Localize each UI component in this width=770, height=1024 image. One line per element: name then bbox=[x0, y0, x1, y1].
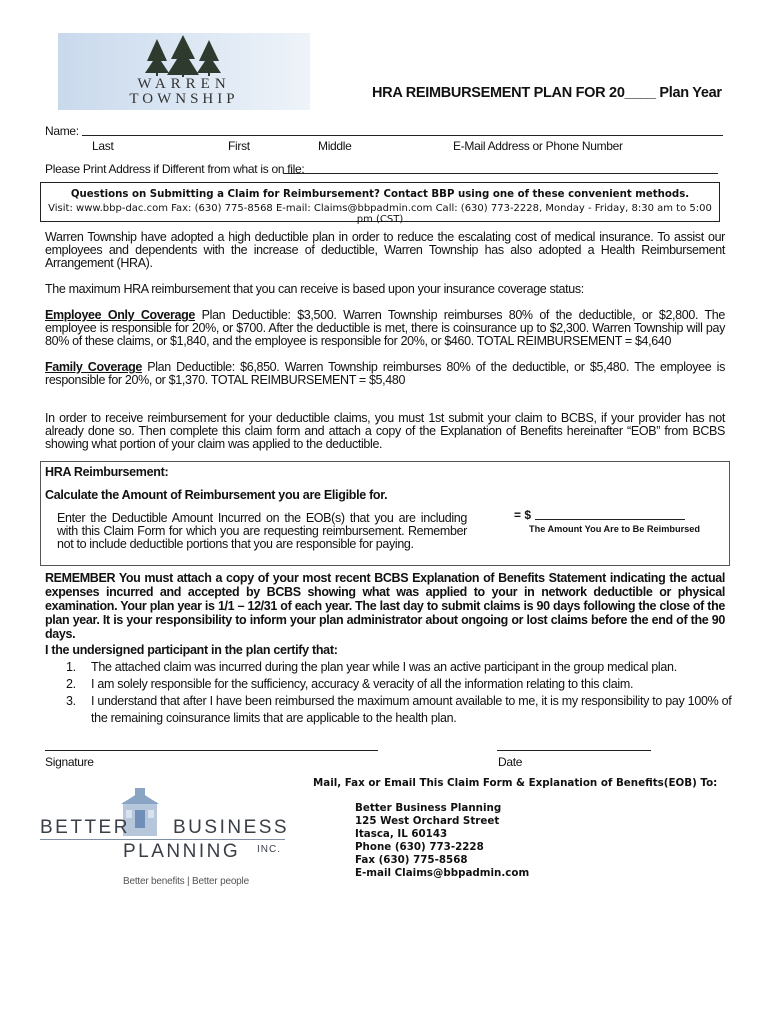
certify-heading: I the undersigned participant in the plan certify that: bbox=[45, 643, 338, 657]
middle-name-caption: Middle bbox=[318, 139, 352, 153]
intro-paragraph: Warren Township have adopted a high deductible plan in order to reduce the escalating cost of medical insurance. To assist our employees and dependents with the increase of deductible, Warren Township has also adopted a Health Reimbursement Arrangement (HRA). bbox=[45, 230, 725, 270]
first-name-caption: First bbox=[228, 139, 250, 153]
address-email: E-mail Claims@bbpadmin.com bbox=[355, 867, 530, 879]
employee-coverage-text: Plan Deductible: $3,500. Warren Township reimburses 80% of the deductible, or $2,800. The employee is responsible for 20%, or $700. After the deductible is met, there is coinsurance up to $2,300. Warren Township will pay 80% of these claims, or $1,840, and the employee is responsible for 20%, or $460. TOTAL REIMBURSEMENT = $4,640 bbox=[45, 308, 725, 348]
address-line-3: Itasca, IL 60143 bbox=[355, 828, 448, 840]
date-field[interactable] bbox=[497, 750, 651, 751]
certify-item-3-text: I understand that after I have been reimbursed the maximum amount available to me, it is my responsibility to pay 100% of bbox=[91, 694, 732, 708]
employee-coverage-heading: Employee Only Coverage bbox=[45, 308, 196, 322]
contact-question: Questions on Submitting a Claim for Reimbursement? Contact BBP using one of these convenient methods. bbox=[70, 189, 690, 200]
certify-item-2-text: I am solely responsible for the sufficiency, accuracy & veracity of all the information relating to this claim. bbox=[91, 677, 634, 691]
address-line-2: 125 West Orchard Street bbox=[355, 815, 500, 827]
family-coverage-heading: Family Coverage bbox=[45, 360, 142, 374]
address-fax: Fax (630) 775-8568 bbox=[355, 854, 468, 866]
address-phone: Phone (630) 773-2228 bbox=[355, 841, 484, 853]
contact-info-box bbox=[40, 182, 720, 225]
signature-field[interactable] bbox=[45, 750, 378, 751]
logo-word-inc: INC. bbox=[257, 844, 281, 855]
address-line-1: Better Business Planning bbox=[355, 802, 502, 814]
page-title: HRA REIMBURSEMENT PLAN FOR 20____ Plan Year bbox=[372, 85, 722, 101]
amount-prefix: = $ bbox=[514, 508, 532, 522]
address-field[interactable] bbox=[283, 173, 718, 174]
deductible-paragraph: In order to receive reimbursement for your deductible claims, you must 1st submit your claim to BCBS, if your provider has not already done so. Then complete this claim form and attach a copy of the Explanation of Benefits hereinafter “EOB” from BCBS showing what portion of your claim was applied to the deductible. bbox=[45, 411, 725, 451]
logo-word-better: BETTER bbox=[40, 817, 130, 838]
certify-item-1-text: The attached claim was incurred during the plan year while I was an active participant in the group medical plan. bbox=[91, 660, 677, 674]
date-label: Date bbox=[498, 755, 523, 769]
logo-word-business: BUSINESS bbox=[173, 817, 290, 838]
logo-text-warren: WARREN bbox=[137, 76, 231, 92]
certify-item-3-number: 3. bbox=[66, 694, 76, 708]
family-coverage-paragraph bbox=[45, 361, 725, 387]
hra-calc-line: Calculate the Amount of Reimbursement you are Eligible for. bbox=[45, 488, 388, 502]
pine-trees-icon bbox=[143, 35, 225, 77]
signature-label: Signature bbox=[45, 755, 94, 769]
last-name-caption: Last bbox=[92, 139, 114, 153]
employee-coverage-paragraph bbox=[45, 309, 725, 348]
name-label: Name: bbox=[45, 124, 79, 138]
logo-tagline: Better benefits | Better people bbox=[123, 876, 249, 887]
logo-divider bbox=[40, 839, 285, 840]
certify-item-3-text-cont: the remaining coinsurance limits that are applicable to the health plan. bbox=[91, 711, 457, 725]
contact-methods: Visit: www.bbp-dac.com Fax: (630) 775-8568 E-mail: Claims@bbpadmin.com Call: (630) 773-2228, Monday - Friday, 8:30 am to 5:00 pm (CST) bbox=[48, 203, 712, 225]
certify-item-1-number: 1. bbox=[66, 660, 76, 674]
warren-township-logo bbox=[58, 33, 310, 110]
mail-heading: Mail, Fax or Email This Claim Form & Explanation of Benefits(EOB) To: bbox=[313, 777, 718, 789]
email-phone-caption: E-Mail Address or Phone Number bbox=[453, 139, 623, 153]
reimbursement-amount-field[interactable] bbox=[535, 519, 685, 520]
remember-paragraph: REMEMBER You must attach a copy of your most recent BCBS Explanation of Benefits Statement indicating the actual expenses incurred and accepted by BCBS showing what was applied to your in network deductible or physical examination. Your plan year is 1/1 – 12/31 of each year. The last day to submit claims is 90 days following the close of the plan year. It is your responsibility to inform your plan administrator about ongoing or lost claims before the end of the 90 days. bbox=[45, 571, 725, 641]
max-reimbursement-line: The maximum HRA reimbursement that you can receive is based upon your insurance coverage status: bbox=[45, 282, 584, 296]
name-field[interactable] bbox=[82, 135, 723, 136]
logo-word-planning: PLANNING bbox=[123, 841, 241, 862]
certify-item-2-number: 2. bbox=[66, 677, 76, 691]
better-business-planning-logo bbox=[40, 788, 290, 890]
amount-caption: The Amount You Are to Be Reimbursed bbox=[529, 524, 701, 534]
logo-text-township: TOWNSHIP bbox=[129, 91, 239, 107]
address-label: Please Print Address if Different from what is on file: bbox=[45, 162, 305, 176]
family-coverage-text: Plan Deductible: $6,850. Warren Township reimburses 80% of the deductible, or $5,480. The employee is responsible for 20%, or $1,370. TOTAL REIMBURSEMENT = $5,480 bbox=[45, 360, 725, 387]
hra-heading: HRA Reimbursement: bbox=[45, 465, 169, 479]
hra-enter-instruction: Enter the Deductible Amount Incurred on the EOB(s) that you are including with this Claim Form for which you are requesting reimbursement. Remember not to include deductible portions that you are responsible for paying. bbox=[57, 511, 467, 551]
